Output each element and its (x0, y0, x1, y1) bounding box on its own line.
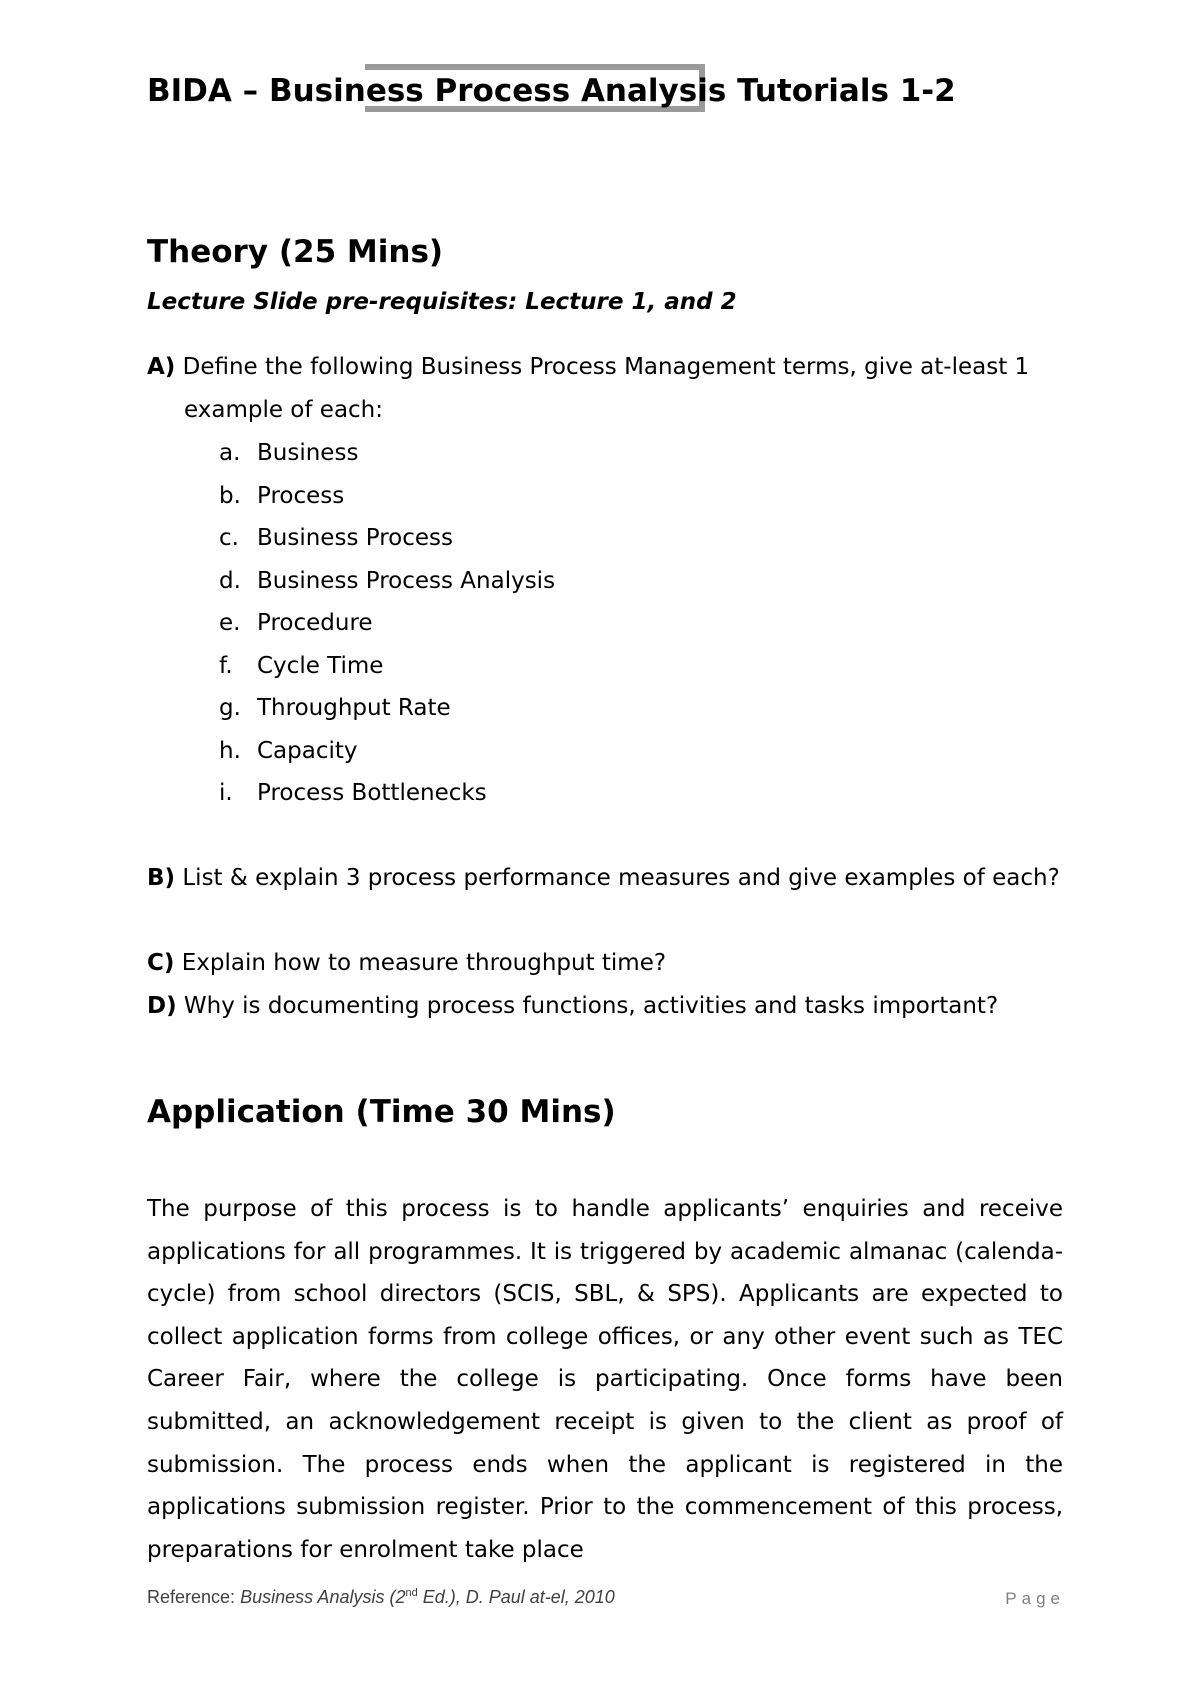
list-item (219, 475, 555, 518)
list-item-label: Procedure (257, 610, 373, 636)
question-a-marker: A) (147, 354, 176, 380)
question-d-text: Why is documenting process functions, activities and tasks important? (183, 993, 999, 1019)
question-b-marker: B) (147, 865, 176, 891)
footer-reference-superscript: nd (405, 1587, 418, 1599)
list-item-label: Process (257, 482, 345, 509)
footer-reference-title: Business Analysis (2 (240, 1587, 406, 1607)
list-marker: a. (219, 440, 241, 466)
application-heading: Application (Time 30 Mins) (147, 1094, 616, 1130)
footer-reference-rest: Ed.), D. Paul at-el, 2010 (417, 1587, 615, 1607)
prerequisites-note: Lecture Slide pre-requisites: Lecture 1, and 2 (147, 289, 737, 315)
terms-list (219, 432, 555, 815)
list-marker: e. (219, 610, 241, 636)
list-item-label: Throughput Rate (257, 695, 451, 721)
question-b (147, 857, 1067, 900)
list-item-label: Cycle Time (257, 652, 384, 679)
question-c (147, 942, 1067, 985)
list-marker: b. (219, 482, 241, 509)
footer-reference (147, 1587, 615, 1608)
list-marker: i. (219, 780, 233, 806)
list-marker: c. (219, 525, 239, 551)
list-item (219, 730, 555, 773)
question-d (147, 985, 1067, 1028)
question-a (147, 346, 1067, 431)
list-marker: f. (219, 652, 233, 679)
question-d-marker: D) (147, 993, 177, 1019)
footer-page-label: Page (1005, 1589, 1065, 1608)
question-b-text: List & explain 3 process performance measures and give examples of each? (182, 865, 1060, 891)
list-item (219, 517, 555, 560)
list-item (219, 602, 555, 645)
list-item (219, 560, 555, 603)
document-title: BIDA – Business Process Analysis Tutorials 1-2 (147, 73, 956, 109)
list-marker: d. (219, 567, 241, 594)
question-c-marker: C) (147, 950, 175, 976)
list-item (219, 772, 555, 815)
list-item-label: Business (257, 440, 359, 466)
list-item-label: Business Process Analysis (257, 567, 556, 594)
footer-reference-label: Reference: (147, 1587, 241, 1607)
list-item-label: Business Process (257, 525, 453, 551)
question-a-text: Define the following Business Process Management terms, give at-least 1 example of each: (182, 354, 1030, 423)
list-item (219, 645, 555, 688)
list-marker: g. (219, 695, 241, 721)
theory-heading: Theory (25 Mins) (147, 234, 444, 270)
list-item (219, 687, 555, 730)
question-c-text: Explain how to measure throughput time? (181, 950, 667, 976)
list-item-label: Process Bottlenecks (257, 780, 487, 806)
list-item-label: Capacity (257, 737, 358, 764)
list-item (219, 432, 555, 475)
list-marker: h. (219, 737, 241, 764)
application-paragraph: The purpose of this process is to handle applicants’ enquiries and receive applications for all programmes. It is triggered by academic almanac (calenda-cycle) from school directors (SCIS, SBL, & SPS). Applicants are expected to collect application forms from college offices, or any other event such as TEC Career Fair, where the college is participating. Once forms have been submitted, an acknowledgement receipt is given to the client as proof of submission. The process ends when the applicant is registered in the applications submission register. Prior to the commencement of this process, preparations for enrolment take place (147, 1196, 1063, 1563)
